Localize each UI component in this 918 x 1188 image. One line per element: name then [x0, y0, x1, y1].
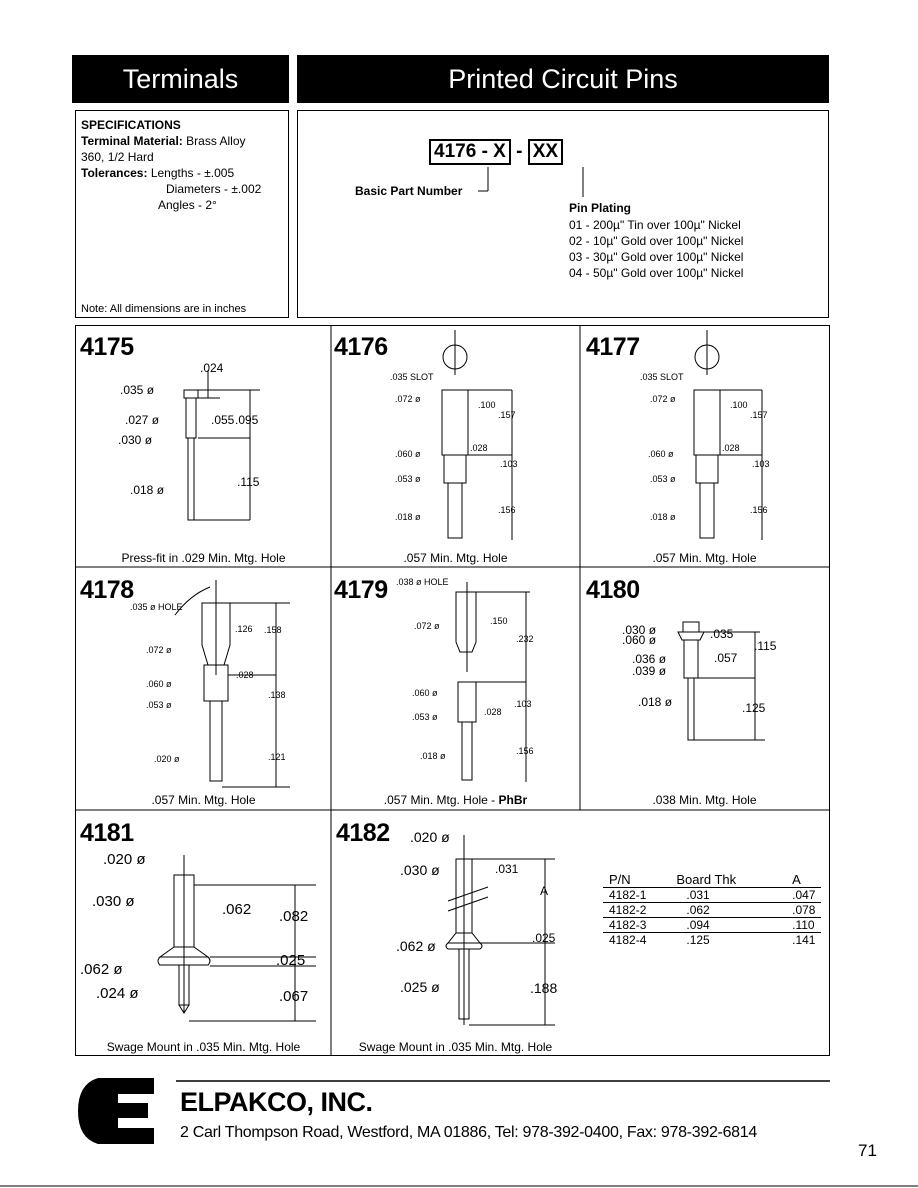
- drawing-4182: [340, 825, 575, 1035]
- part-number-4175: 4175: [80, 333, 134, 361]
- dim-A: A: [540, 884, 549, 898]
- dim-030: .030 ø: [118, 433, 153, 447]
- cell: .062: [652, 903, 742, 918]
- caption-4178: .057 Min. Mtg. Hole: [151, 793, 256, 807]
- dim-072: .072 ø: [650, 394, 676, 404]
- dim-100: .100: [478, 400, 496, 410]
- caption-4179-bold: PhBr: [498, 793, 528, 807]
- dim-103: .103: [514, 699, 532, 709]
- caption-4177: .057 Min. Mtg. Hole: [652, 551, 757, 565]
- dim-055: .055: [211, 413, 235, 427]
- dim-018: .018 ø: [650, 512, 676, 522]
- dim-028: .028: [722, 443, 740, 453]
- dim-150: .150: [490, 616, 508, 626]
- dim-158: .158: [264, 625, 282, 635]
- plating-option: 01 - 200µ" Tin over 100µ" Nickel: [569, 218, 741, 232]
- dim-027: .027 ø: [125, 413, 160, 427]
- dim-100: .100: [730, 400, 748, 410]
- code-x: X: [493, 141, 506, 162]
- table-row: [603, 888, 821, 903]
- dim-067: .067: [279, 988, 309, 1005]
- dim-156: .156: [516, 746, 534, 756]
- dim-018: .018 ø: [638, 695, 673, 709]
- dim-025: .025: [532, 931, 556, 945]
- table-row: [603, 903, 821, 918]
- part-number-4176: 4176: [334, 333, 388, 361]
- col-a: A: [742, 872, 821, 888]
- plating-label: Pin Plating: [569, 201, 632, 215]
- part-number-4181: 4181: [80, 819, 134, 847]
- dim-057: .057: [714, 651, 738, 665]
- code-dash-1: -: [481, 141, 488, 162]
- dim-072: .072 ø: [146, 645, 172, 655]
- dim-060: .060 ø: [146, 679, 172, 689]
- cell: 4182-2: [603, 903, 652, 918]
- table-4182: [603, 872, 821, 947]
- code-dash-2: -: [516, 141, 523, 162]
- dim-030: .030 ø: [622, 623, 657, 637]
- dim-062: .062 ø: [396, 938, 436, 954]
- dim-020: .020 ø: [410, 829, 450, 845]
- cell: .047: [742, 888, 821, 903]
- dim-121: .121: [268, 752, 286, 762]
- material-label: Terminal Material:: [81, 134, 183, 148]
- cell: 4182-4: [609, 933, 647, 947]
- dim-slot: .035 SLOT: [640, 372, 684, 382]
- drawing-4177: [590, 330, 825, 545]
- col-pn: P/N: [603, 872, 652, 888]
- dimension-note: Note: All dimensions are in inches: [81, 303, 247, 315]
- company-address: 2 Carl Thompson Road, Westford, MA 01886, Tel: 978-392-0400, Fax: 978-392-6814: [180, 1124, 757, 1141]
- spec-heading: SPECIFICATIONS: [81, 118, 181, 132]
- cell: .094: [652, 918, 742, 933]
- material-value: Brass Alloy: [186, 134, 246, 148]
- dim-053: .053 ø: [395, 474, 421, 484]
- dim-028: .028: [236, 670, 254, 680]
- tolerance-label: Tolerances:: [81, 166, 148, 180]
- cell: .110: [742, 918, 821, 933]
- pc-pins-title: Printed Circuit Pins: [448, 63, 678, 94]
- dim-232: .232: [516, 634, 534, 644]
- dim-024: .024 ø: [96, 985, 139, 1002]
- caption-4179: [331, 793, 580, 807]
- cell: .141: [792, 933, 816, 947]
- basic-part-label: Basic Part Number: [355, 184, 463, 198]
- plating-option: 03 - 30µ" Gold over 100µ" Nickel: [569, 250, 744, 264]
- dim-072: .072 ø: [395, 394, 421, 404]
- col-board-thk: Board Thk: [652, 872, 742, 888]
- dim-157: .157: [498, 410, 516, 420]
- dim-060: .060 ø: [622, 633, 657, 647]
- table-header-row: [603, 872, 821, 888]
- dim-156: .156: [750, 505, 768, 515]
- drawing-4178: [90, 575, 325, 790]
- dim-060: .060 ø: [395, 449, 421, 459]
- dim-030: .030 ø: [92, 893, 135, 910]
- caption-4180: .038 Min. Mtg. Hole: [652, 793, 757, 807]
- cell: 4182-3: [603, 918, 652, 933]
- cell: 4182-1: [603, 888, 652, 903]
- dim-095: .095: [235, 413, 259, 427]
- part-number-4180: 4180: [586, 576, 640, 604]
- table-row: [603, 933, 821, 948]
- terminals-title: Terminals: [122, 63, 239, 94]
- dim-018: .018 ø: [420, 751, 446, 761]
- code-plating: XX: [528, 139, 563, 165]
- dim-115: .115: [754, 639, 777, 653]
- caption-4182: Swage Mount in .035 Min. Mtg. Hole: [358, 1040, 553, 1054]
- dim-062b: .062 ø: [80, 961, 123, 978]
- dim-157: .157: [750, 410, 768, 420]
- dim-020: .020 ø: [103, 851, 146, 868]
- drawing-4175: [100, 350, 300, 530]
- dim-018: .018 ø: [130, 483, 165, 497]
- drawing-4176: [340, 330, 575, 545]
- dim-082: .082: [279, 908, 309, 925]
- cell: .031: [652, 888, 742, 903]
- dim-126: .126: [235, 624, 253, 634]
- plating-option: 04 - 50µ" Gold over 100µ" Nickel: [569, 266, 744, 280]
- plating-option: 02 - 10µ" Gold over 100µ" Nickel: [569, 234, 744, 248]
- part-number-4182: 4182: [336, 819, 390, 847]
- dim-031: .031: [495, 862, 519, 876]
- caption-4181: Swage Mount in .035 Min. Mtg. Hole: [106, 1040, 301, 1054]
- dim-125: .125: [742, 701, 766, 715]
- tol-diameters: Diameters - ±.002: [166, 182, 262, 196]
- dim-053: .053 ø: [412, 712, 438, 722]
- part-number-4179: 4179: [334, 576, 388, 604]
- dim-072: .072 ø: [414, 621, 440, 631]
- material-value-2: 360, 1/2 Hard: [81, 150, 154, 164]
- dim-hole: .035 ø HOLE: [130, 602, 183, 612]
- tol-angles: Angles - 2°: [158, 198, 217, 212]
- drawing-4181: [80, 835, 325, 1035]
- dim-060: .060 ø: [412, 688, 438, 698]
- caption-4179-text: .057 Min. Mtg. Hole -: [383, 793, 499, 807]
- dim-028: .028: [470, 443, 488, 453]
- page-number: 71: [858, 1141, 877, 1160]
- dim-035: .035: [710, 627, 734, 641]
- elpakco-logo-icon: [78, 1078, 154, 1144]
- dim-062: .062: [222, 901, 252, 918]
- part-number-4178: 4178: [80, 576, 134, 604]
- dim-115: .115: [237, 475, 260, 489]
- drawing-4180: [600, 600, 820, 760]
- dim-028: .028: [484, 707, 502, 717]
- dim-035: .035 ø: [120, 383, 155, 397]
- dim-138: .138: [268, 690, 286, 700]
- dim-103: .103: [752, 459, 770, 469]
- dim-018: .018 ø: [395, 512, 421, 522]
- dim-103: .103: [500, 459, 518, 469]
- tol-lengths: Lengths - ±.005: [150, 166, 235, 180]
- dim-188: .188: [530, 980, 558, 996]
- dim-hole: .038 ø HOLE: [396, 577, 449, 587]
- company-name: ELPAKCO, INC.: [180, 1087, 373, 1117]
- dim-053: .053 ø: [650, 474, 676, 484]
- dim-156: .156: [498, 505, 516, 515]
- part-number-4177: 4177: [586, 333, 640, 361]
- drawing-4179: [340, 572, 575, 787]
- cell: .125: [686, 933, 710, 947]
- dim-030: .030 ø: [400, 862, 440, 878]
- caption-4175: Press-fit in .029 Min. Mtg. Hole: [121, 551, 286, 565]
- dim-053: .053 ø: [146, 700, 172, 710]
- dim-025: .025: [276, 952, 306, 969]
- dim-039: .039 ø: [632, 664, 667, 678]
- dim-slot: .035 SLOT: [390, 372, 434, 382]
- cell: .078: [742, 903, 821, 918]
- dim-036: .036 ø: [632, 652, 667, 666]
- dim-020: .020 ø: [154, 754, 180, 764]
- dim-060: .060 ø: [648, 449, 674, 459]
- code-base: 4176: [434, 141, 477, 162]
- table-row: [603, 918, 821, 933]
- dim-025b: .025 ø: [400, 979, 440, 995]
- caption-4176: .057 Min. Mtg. Hole: [403, 551, 508, 565]
- dim-024: .024: [200, 361, 224, 375]
